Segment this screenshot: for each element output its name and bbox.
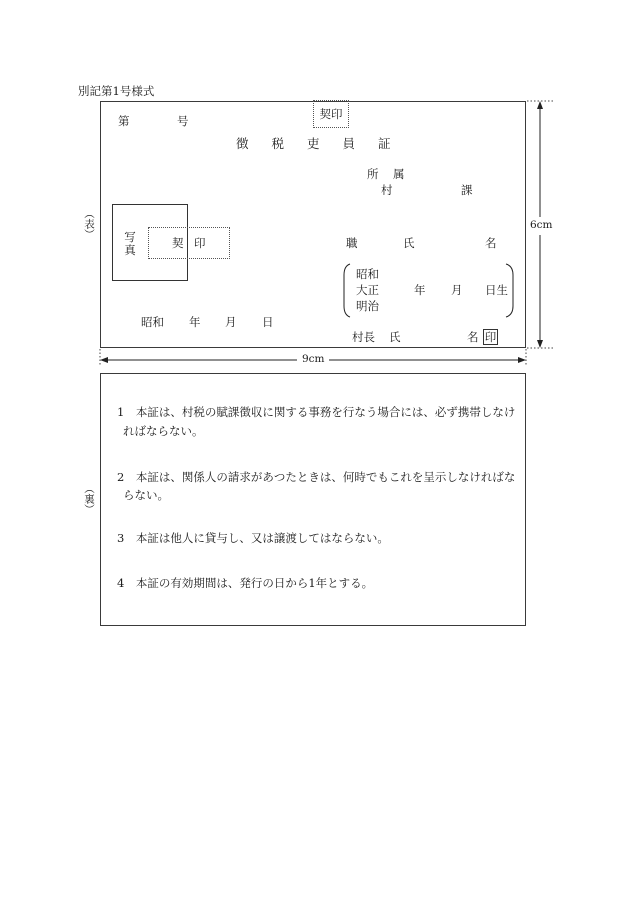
issue-month-label: 月	[225, 315, 237, 329]
notice-item-line: ればならない。	[123, 424, 204, 438]
issue-day-label: 日	[262, 315, 274, 329]
affiliation-section-label: 課	[461, 183, 473, 197]
form-label: 別記第1号様式	[78, 84, 155, 98]
birth-year-label: 年	[414, 283, 426, 297]
width-arrowhead-left	[100, 357, 108, 363]
issuer-name-label-first: 氏	[389, 330, 401, 344]
height-arrowhead-bottom	[537, 340, 543, 348]
card-front	[100, 101, 526, 348]
birth-day-label: 日生	[485, 283, 508, 297]
issue-era-label: 昭和	[141, 315, 164, 329]
notice-item-line: 3 本証は他人に貸与し、又は譲渡してはならない。	[117, 531, 389, 545]
notice-item-line: らない。	[123, 488, 169, 502]
issuer-title: 村長	[352, 330, 375, 344]
issue-year-label: 年	[189, 315, 201, 329]
number-prefix: 第	[118, 114, 130, 128]
affiliation-label: 所属	[367, 167, 419, 181]
issuer-name-label-second: 名	[467, 330, 479, 344]
position-label: 職	[346, 236, 358, 250]
width-dimension-label: 9cm	[302, 353, 325, 365]
notice-item-line: 2 本証は、関係人の請求があつたときは、何時でもこれを呈示しなければな	[117, 470, 516, 484]
number-suffix: 号	[177, 114, 189, 128]
holder-name-label-second: 名	[485, 236, 497, 250]
birth-era-taisho: 大正	[356, 283, 379, 297]
seal-box-top	[313, 100, 349, 128]
side-label-front: （表）	[83, 208, 95, 240]
height-arrowhead-top	[537, 101, 543, 109]
photo-seal-label: 契印	[172, 236, 216, 250]
birth-date-bracket-left	[344, 264, 350, 317]
side-label-back: （裏）	[83, 483, 95, 515]
holder-name-label-first: 氏	[403, 236, 415, 250]
issuer-seal-box	[483, 329, 498, 345]
height-dimension-label: 6cm	[530, 219, 553, 231]
width-arrowhead-right	[518, 357, 526, 363]
notice-item-line: 1 本証は、村税の賦課徴収に関する事務を行なう場合には、必ず携帯しなけ	[117, 405, 516, 419]
birth-month-label: 月	[451, 283, 463, 297]
issuer-seal-label: 印	[484, 330, 497, 344]
seal-box-top-label: 契印	[319, 107, 343, 121]
affiliation-village-label: 村	[381, 183, 393, 197]
birth-era-showa: 昭和	[356, 267, 379, 281]
notice-item-line: 4 本証の有効期間は、発行の日から1年とする。	[117, 576, 374, 590]
birth-era-meiji: 明治	[356, 299, 379, 313]
photo-label: 写真	[123, 231, 137, 257]
card-back	[100, 373, 526, 626]
card-title: 徴税吏員証	[236, 136, 414, 151]
